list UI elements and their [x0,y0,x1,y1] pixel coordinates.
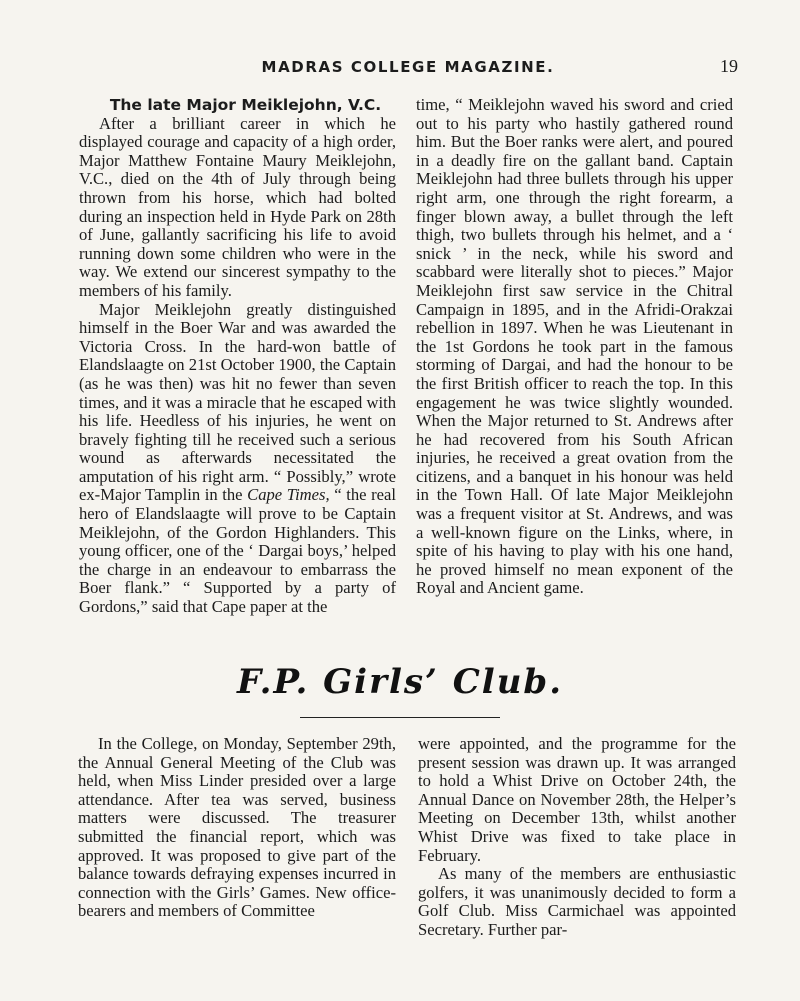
section-divider [300,717,500,718]
article-title-meiklejohn: The late Major Meiklejohn, V.C. [109,96,382,114]
page-number: 19 [720,56,738,76]
article-paragraph-continued: were appointed, and the programme for the present session was drawn up. It was arranged to hold a Whist Drive on October 24th, the Annual Dance on November 28th, the Helper’s Meeting on December 13th, whilst another Whist Drive was fixed to take place in February. [418,734,736,865]
paragraph-text: Major Meiklejohn greatly distinguished himself in the Boer War and was awarded the Victoria Cross. In the hard-won battle of Elandslaagte on 21st October 1900, the Captain (as he was then) was hit no fewer than seven times, and it was a miracle that he escaped with his life. Heedless of his injuries, he went on bravely fighting till he received such a serious wound as afterwards necessitated the amputation of his right arm. “ Possibly,” wrote ex-Major Tamplin in the [79,299,396,505]
article-paragraph [79,301,396,617]
paragraph-text: “ the real hero of Elandslaagte will prove to be Captain Meiklejohn, of the Gordon Highlanders. This young officer, one of the ‘ Dargai boys,’ helped the charge in an endeavour to embarrass the Boer flank.” “ Supported by a party of Gordons,” said that Cape paper at the [79,485,396,617]
masthead: MADRAS COLLEGE MAGAZINE. [261,58,555,76]
club-heading: F.P. Girls’ Club. [236,662,564,702]
newspaper-title: Cape Times, [247,485,330,505]
article-meiklejohn-left-column [79,96,396,617]
article-girls-club-right-column [418,735,736,940]
article-meiklejohn-right-column [416,96,733,598]
article-paragraph: In the College, on Monday, September 29th, the Annual General Meeting of the Club was held, when Miss Linder presided over a large attendance. After tea was served, business matters were discussed. The treasurer submitted the financial report, which was approved. It was proposed to give part of the balance towards defraying expenses incurred in connection with the Girls’ Games. New office-bearers and members of Committee [78,734,396,921]
article-paragraph: As many of the members are enthusiastic golfers, it was unanimously decided to form a Golf Club. Miss Carmichael was appointed Secretary. Further par- [418,864,736,939]
article-girls-club-left-column [78,735,396,921]
article-paragraph: After a brilliant career in which he displayed courage and capacity of a high order, Major Matthew Fontaine Maury Meiklejohn, V.C., died on the 4th of July through being thrown from his horse, which had bolted during an inspection held in Hyde Park on 28th of June, gallantly sacrificing his life to avoid running down some children who were in the way. We extend our sincerest sympathy to the members of his family. [79,113,396,300]
page-header [78,56,738,80]
article-paragraph-continued: time, “ Meiklejohn waved his sword and cried out to his party who hastily gathered round him. But the Boer ranks were alert, and poured in a deadly fire on the gallant band. Captain Meiklejohn had three bullets through his upper right arm, one through the right forearm, a finger blown away, a bullet through the left thigh, two bullets through his helmet, and a ‘ snick ’ in the neck, while his sword and scabbard were literally shot to pieces.” Major Meiklejohn first saw service in the Chitral Campaign in 1895, and in the Afridi-Orakzai rebellion in 1897. When he was Lieutenant in the 1st Gordons he took part in the famous storming of Dargai, and had the honour to be the first British officer to reach the top. In this engagement he was twice slightly wounded. When the Major returned to St. Andrews after he had recovered from his South African injuries, he received a great ovation from the citizens, and a banquet in his honour was held in the Town Hall. Of late Major Meiklejohn was a frequent visitor at St. Andrews, and was a well-known figure on the Links, where, in spite of his having to play with his one hand, he proved himself no mean exponent of the Royal and Ancient game. [416,95,733,598]
